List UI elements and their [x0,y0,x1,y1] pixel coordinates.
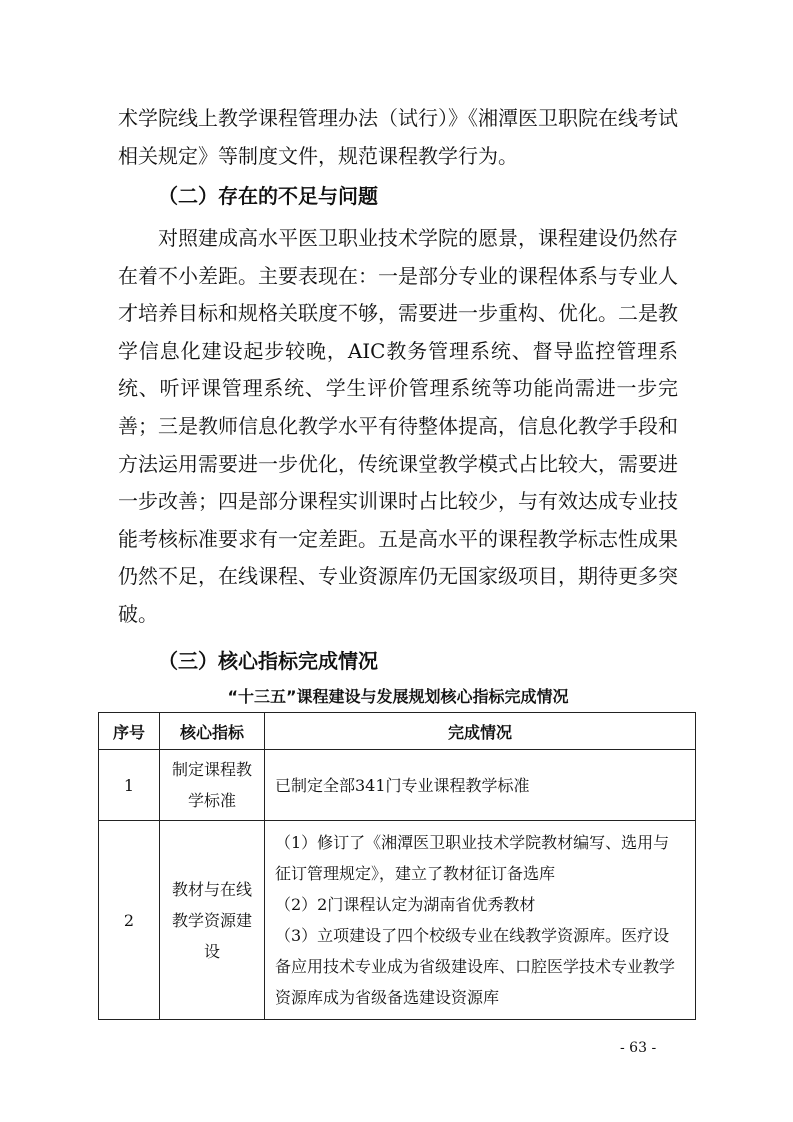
header-num: 序号 [99,713,160,750]
section-heading-3: （三）核心指标完成情况 [158,649,378,673]
row-num: 2 [99,821,160,1020]
table-row [99,821,696,1020]
row-indicator: 教材与在线教学资源建设 [160,821,265,1020]
header-status: 完成情况 [265,713,696,750]
section-heading-2: （二）存在的不足与问题 [158,184,378,208]
table-row [99,750,696,821]
header-indicator: 核心指标 [160,713,265,750]
paragraph-continuation [118,100,678,175]
table-header-row [99,713,696,750]
paragraph-text: 对照建成高水平医卫职业技术学院的愿景，课程建设仍然存在着不小差距。主要表现在：一是部分专业的课程体系与专业人才培养目标和规格关联度不够，需要进一步重构、优化。二是教学信息化建设起步较晚，AIC教务管理系统、督导监控管理系统、听评课管理系统、学生评价管理系统等功能尚需进一步完善；三是教师信息化教学水平有待整体提高，信息化教学手段和方法运用需要进一步优化，传统课堂教学模式占比较大，需要进一步改善；四是部分课程实训课时占比较少，与有效达成专业技能考核标准要求有一定差距。五是高水平的课程教学标志性成果仍然不足，在线课程、专业资源库仍无国家级项目，期待更多突破。 [118,226,678,626]
page-number: - 63 - [620,1040,657,1056]
table-title: “十三五”课程建设与发展规划核心指标完成情况 [227,687,569,706]
paragraph-text: 术学院线上教学课程管理办法（试行）》《湘潭医卫职院在线考试相关规定》等制度文件，规范课程教学行为。 [118,106,678,168]
row-num: 1 [99,750,160,821]
detail-line: （2）2门课程认定为湖南省优秀教材 [275,895,536,914]
row-detail [265,750,696,821]
row-detail [265,821,696,1020]
detail-line: （3）立项建设了四个校级专业在线教学资源库。医疗设备应用技术专业成为省级建设库、口腔医学技术专业教学资源库成为省级备选建设资源库 [275,926,676,1007]
detail-line: （1）修订了《湘潭医卫职业技术学院教材编写、选用与征订管理规定》，建立了教材征订备选库 [275,833,670,883]
detail-line: 已制定全部341门专业课程教学标准 [275,775,530,795]
row-indicator: 制定课程教学标准 [160,750,265,821]
indicator-table [98,712,696,1020]
paragraph-issues [118,220,678,634]
